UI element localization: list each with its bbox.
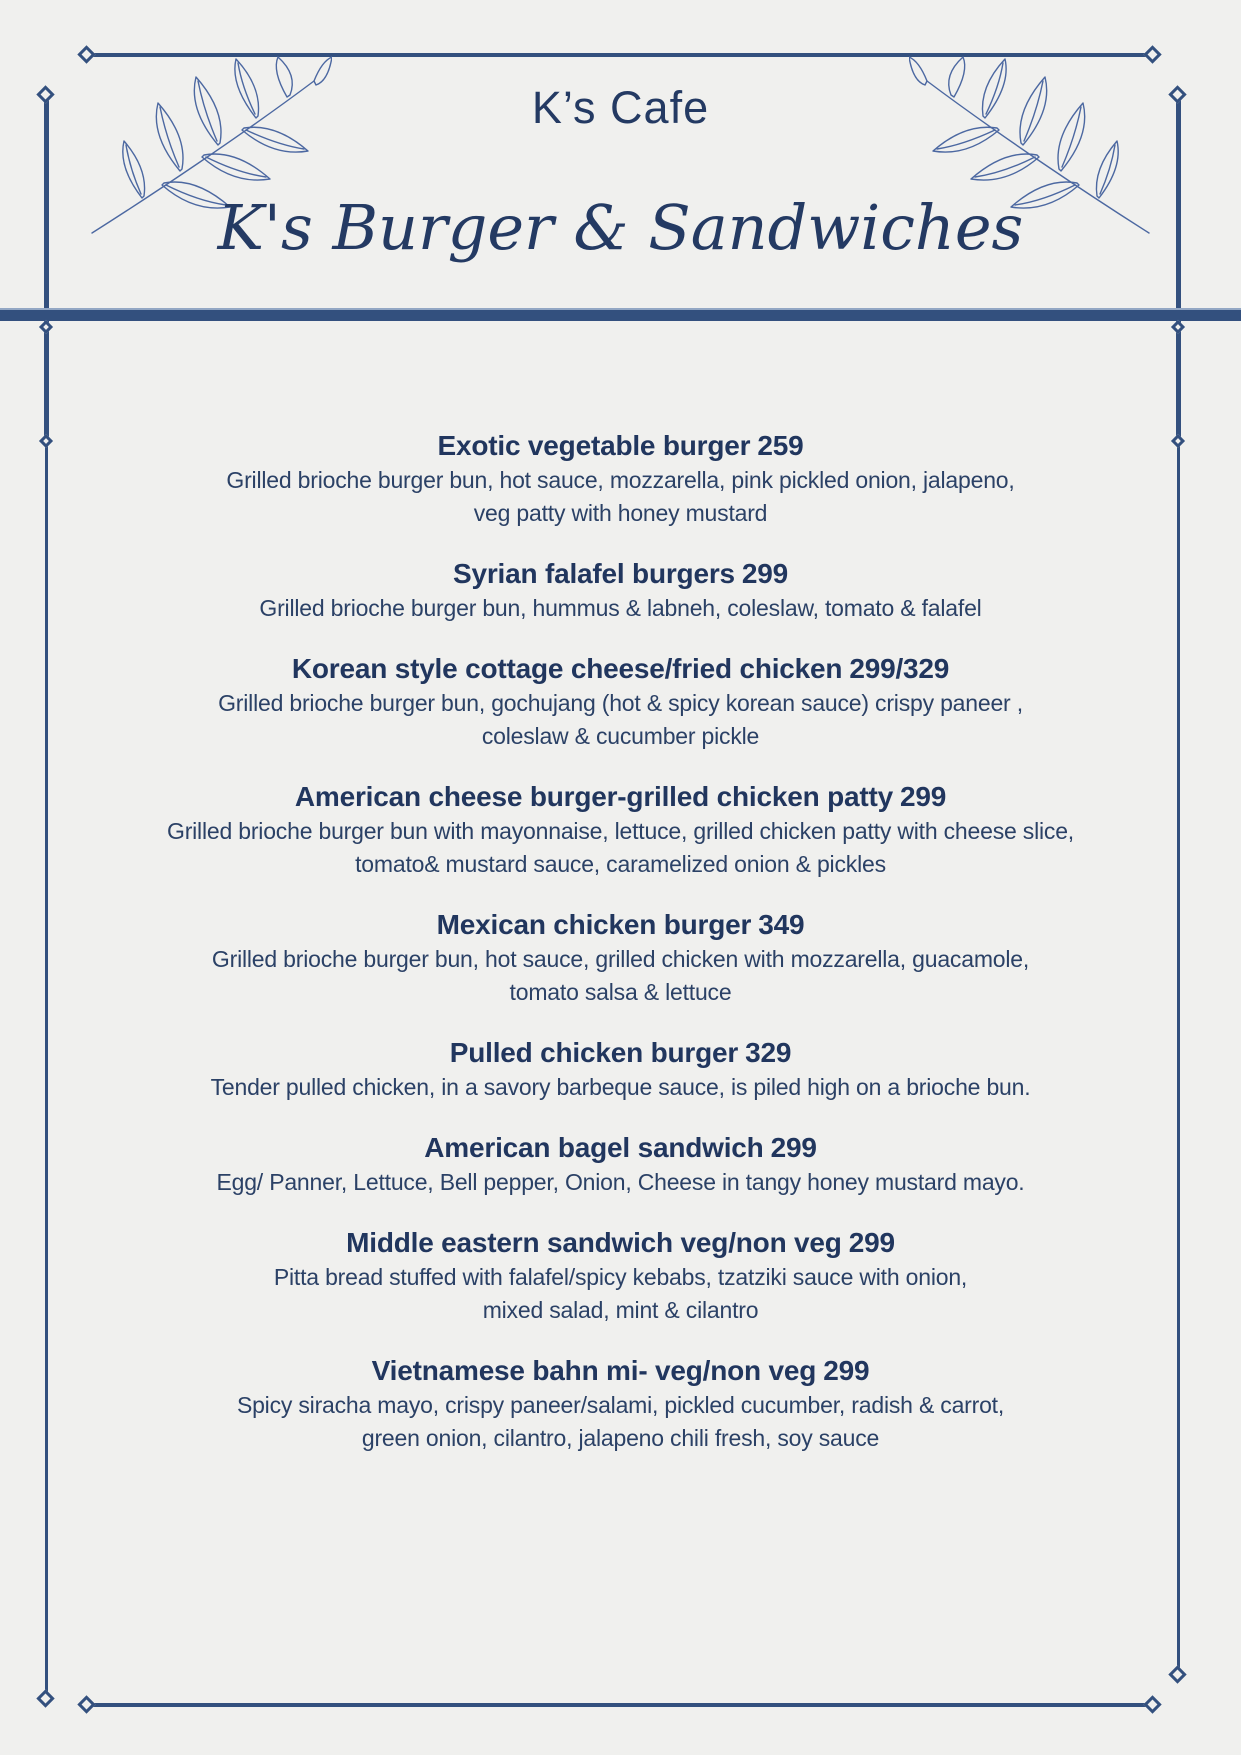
menu-item-title — [60, 907, 1181, 943]
menu-item-description — [60, 1261, 1181, 1327]
menu-item-description-line: coleslaw & cucumber pickle — [481, 723, 760, 749]
menu-item-description — [60, 464, 1181, 530]
menu-item-description-line: green onion, cilantro, jalapeno chili fresh, soy sauce — [361, 1425, 880, 1451]
cafe-name: K’s Cafe — [531, 82, 710, 133]
menu-item-name: American bagel sandwich — [424, 1132, 764, 1163]
menu-item-description — [60, 687, 1181, 753]
menu-item-description — [60, 815, 1181, 881]
menu-item-title — [60, 651, 1181, 687]
left-border-line-lower — [45, 441, 48, 1699]
menu-item — [60, 556, 1181, 625]
menu-item — [60, 651, 1181, 753]
diamond-ornament-icon — [36, 1689, 54, 1707]
menu-item-title — [60, 1225, 1181, 1261]
menu-item — [60, 1353, 1181, 1455]
menu-item-price: 299 — [899, 781, 947, 812]
menu-item-description-line: Spicy siracha mayo, crispy paneer/salami, pickled cucumber, radish & carrot, — [236, 1392, 1005, 1418]
menu-item-description-line: Egg/ Panner, Lettuce, Bell pepper, Onion, Cheese in tangy honey mustard mayo. — [216, 1169, 1025, 1195]
menu-item-price: 349 — [758, 909, 805, 940]
menu-item-title — [60, 1035, 1181, 1071]
menu-item-name: Vietnamese bahn mi- veg/non veg — [371, 1355, 817, 1386]
menu-item — [60, 907, 1181, 1009]
menu-item-description — [60, 1071, 1181, 1104]
menu-list — [60, 428, 1181, 1481]
menu-item-price: 329 — [745, 1037, 792, 1068]
menu-item-price: 299 — [770, 1132, 817, 1163]
divider-bar — [0, 308, 1241, 321]
menu-item-name: Middle eastern sandwich veg/non veg — [346, 1227, 842, 1258]
menu-item-price: 299/329 — [849, 653, 950, 684]
menu-item-price: 299 — [741, 558, 789, 589]
menu-script-title: K's Burger & Sandwiches — [217, 191, 1024, 264]
diamond-ornament-icon — [1143, 1695, 1161, 1713]
menu-item — [60, 1130, 1181, 1199]
menu-item-title — [60, 556, 1181, 592]
bottom-border-line — [92, 1703, 1148, 1707]
menu-item-title — [60, 1353, 1181, 1389]
menu-item — [60, 779, 1181, 881]
menu-item-price: 259 — [757, 430, 804, 461]
menu-item — [60, 428, 1181, 530]
menu-item-name: Pulled chicken burger — [449, 1037, 739, 1068]
menu-item-description — [60, 592, 1181, 625]
menu-item-description-line: Pitta bread stuffed with falafel/spicy kebabs, tzatziki sauce with onion, — [273, 1264, 968, 1290]
menu-item-description-line: tomato salsa & lettuce — [509, 979, 732, 1005]
menu-item-description-line: Tender pulled chicken, in a savory barbeque sauce, is piled high on a brioche bun. — [210, 1074, 1031, 1100]
menu-item-description-line: veg patty with honey mustard — [473, 500, 768, 526]
menu-item-name: Korean style cottage cheese/fried chicken — [291, 653, 843, 684]
menu-item-description-line: Grilled brioche burger bun, hot sauce, mozzarella, pink pickled onion, jalapeno, — [226, 467, 1015, 493]
diamond-ornament-icon — [1171, 320, 1185, 334]
menu-item-title — [60, 779, 1181, 815]
menu-item-price: 299 — [848, 1227, 895, 1258]
menu-item-description-line: Grilled brioche burger bun, hummus & labneh, coleslaw, tomato & falafel — [259, 595, 982, 621]
menu-item-title — [60, 1130, 1181, 1166]
diamond-ornament-icon — [77, 1695, 95, 1713]
diamond-ornament-icon — [1168, 1665, 1186, 1683]
diamond-ornament-icon — [39, 434, 53, 448]
menu-item-description-line: Grilled brioche burger bun with mayonnaise, lettuce, grilled chicken patty with cheese slice, — [167, 818, 1074, 844]
menu-item-description — [60, 943, 1181, 1009]
menu-item-description — [60, 1166, 1181, 1199]
menu-item-description-line: tomato& mustard sauce, caramelized onion & pickles — [355, 851, 886, 877]
menu-item-description-line: Grilled brioche burger bun, gochujang (hot & spicy korean sauce) crispy paneer , — [218, 690, 1023, 716]
menu-item-name: Syrian falafel burgers — [452, 558, 735, 589]
menu-item — [60, 1225, 1181, 1327]
menu-item-name: Mexican chicken burger — [436, 909, 752, 940]
menu-item-price: 299 — [823, 1355, 870, 1386]
menu-item-name: Exotic vegetable burger — [437, 430, 751, 461]
menu-item-name: American cheese burger-grilled chicken patty — [294, 781, 893, 812]
menu-item — [60, 1035, 1181, 1104]
menu-item-title — [60, 428, 1181, 464]
menu-item-description — [60, 1389, 1181, 1455]
diamond-ornament-icon — [39, 320, 53, 334]
menu-item-description-line: mixed salad, mint & cilantro — [482, 1297, 759, 1323]
menu-item-description-line: Grilled brioche burger bun, hot sauce, grilled chicken with mozzarella, guacamole, — [211, 946, 1030, 972]
